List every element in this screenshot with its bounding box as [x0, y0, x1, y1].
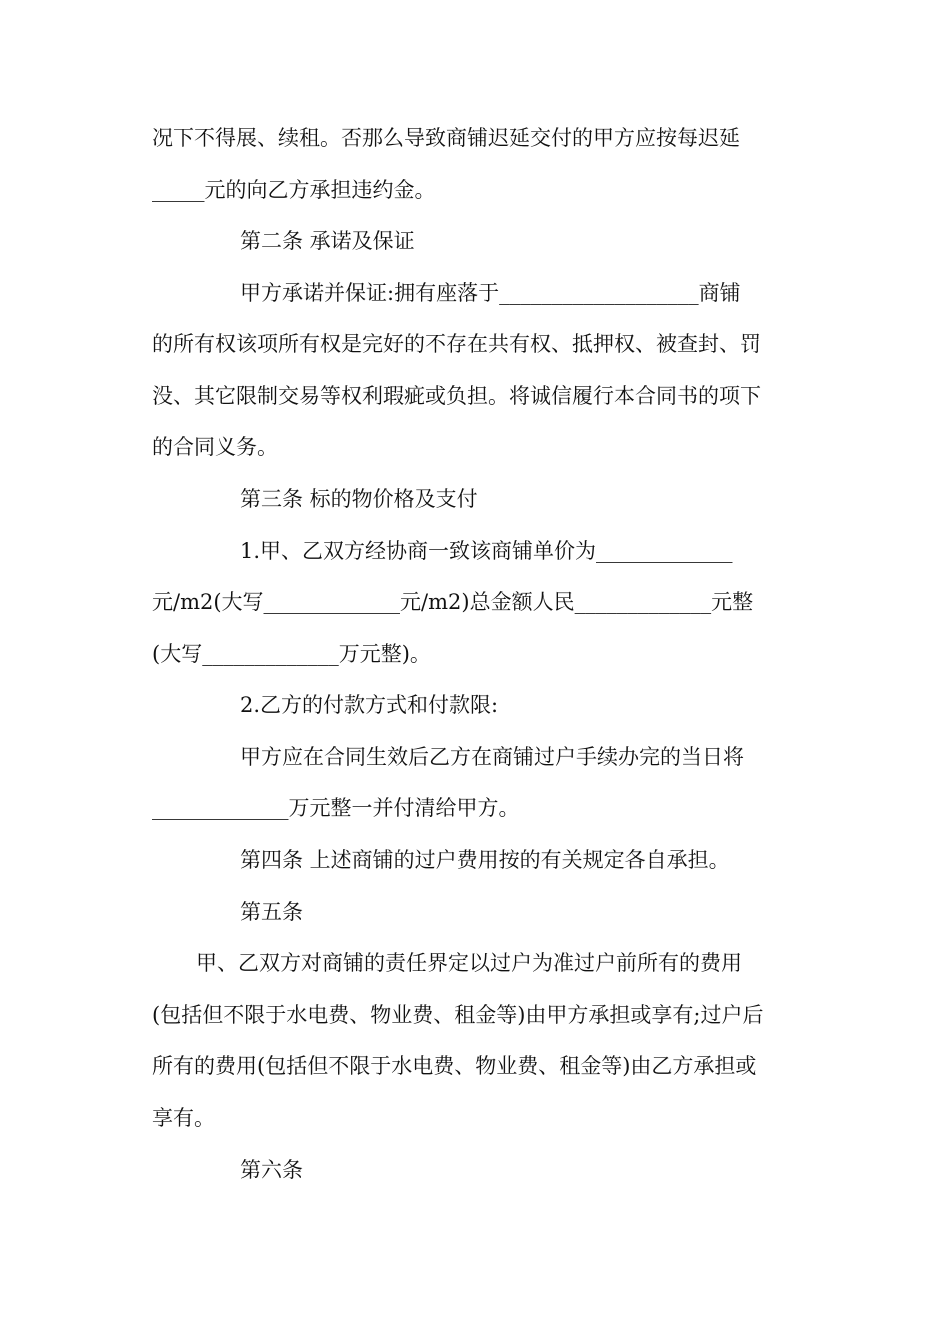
article-2-line-3: 没、其它限制交易等权利瑕疵或负担。将诚信履行本合同书的项下 — [152, 384, 761, 408]
article-3-item-2-heading: 2.乙方的付款方式和付款限: — [240, 693, 499, 717]
article-2-heading: 第二条 承诺及保证 — [240, 229, 415, 253]
article-5-line-1: 甲、乙双方对商铺的责任界定以过户为准过户前所有的费用 — [196, 951, 742, 975]
article-3-item-1-line-1: 1.甲、乙双方经协商一致该商铺单价为_____________ — [240, 539, 733, 563]
article-6-heading: 第六条 — [240, 1158, 303, 1182]
article-2-line-1: 甲方承诺并保证:拥有座落于___________________商铺 — [240, 281, 741, 305]
article-5-heading: 第五条 — [240, 900, 303, 924]
paragraph-line-1: 况下不得展、续租。否那么导致商铺迟延交付的甲方应按每迟延 — [152, 126, 740, 150]
article-5-line-4: 享有。 — [152, 1106, 215, 1130]
article-3-heading: 第三条 标的物价格及支付 — [240, 487, 478, 511]
article-3-item-2-line-1: 甲方应在合同生效后乙方在商铺过户手续办完的当日将 — [240, 745, 744, 769]
article-2-line-2: 的所有权该项所有权是完好的不存在共有权、抵押权、被查封、罚 — [152, 332, 761, 356]
article-2-line-4: 的合同义务。 — [152, 435, 278, 459]
article-5-line-2: (包括但不限于水电费、物业费、租金等)由甲方承担或享有;过户后 — [152, 1003, 764, 1027]
paragraph-line-2: _____元的向乙方承担违约金。 — [152, 178, 436, 202]
article-3-item-2-line-2: _____________万元整一并付清给甲方。 — [152, 796, 520, 820]
article-4-line: 第四条 上述商铺的过户费用按的有关规定各自承担。 — [240, 848, 730, 872]
article-3-item-1-line-2: 元/m2(大写_____________元/m2)总金额人民_____________元整 — [152, 590, 754, 614]
article-3-item-1-line-3: (大写_____________万元整)。 — [152, 642, 431, 666]
article-5-line-3: 所有的费用(包括但不限于水电费、物业费、租金等)由乙方承担或 — [152, 1054, 757, 1078]
